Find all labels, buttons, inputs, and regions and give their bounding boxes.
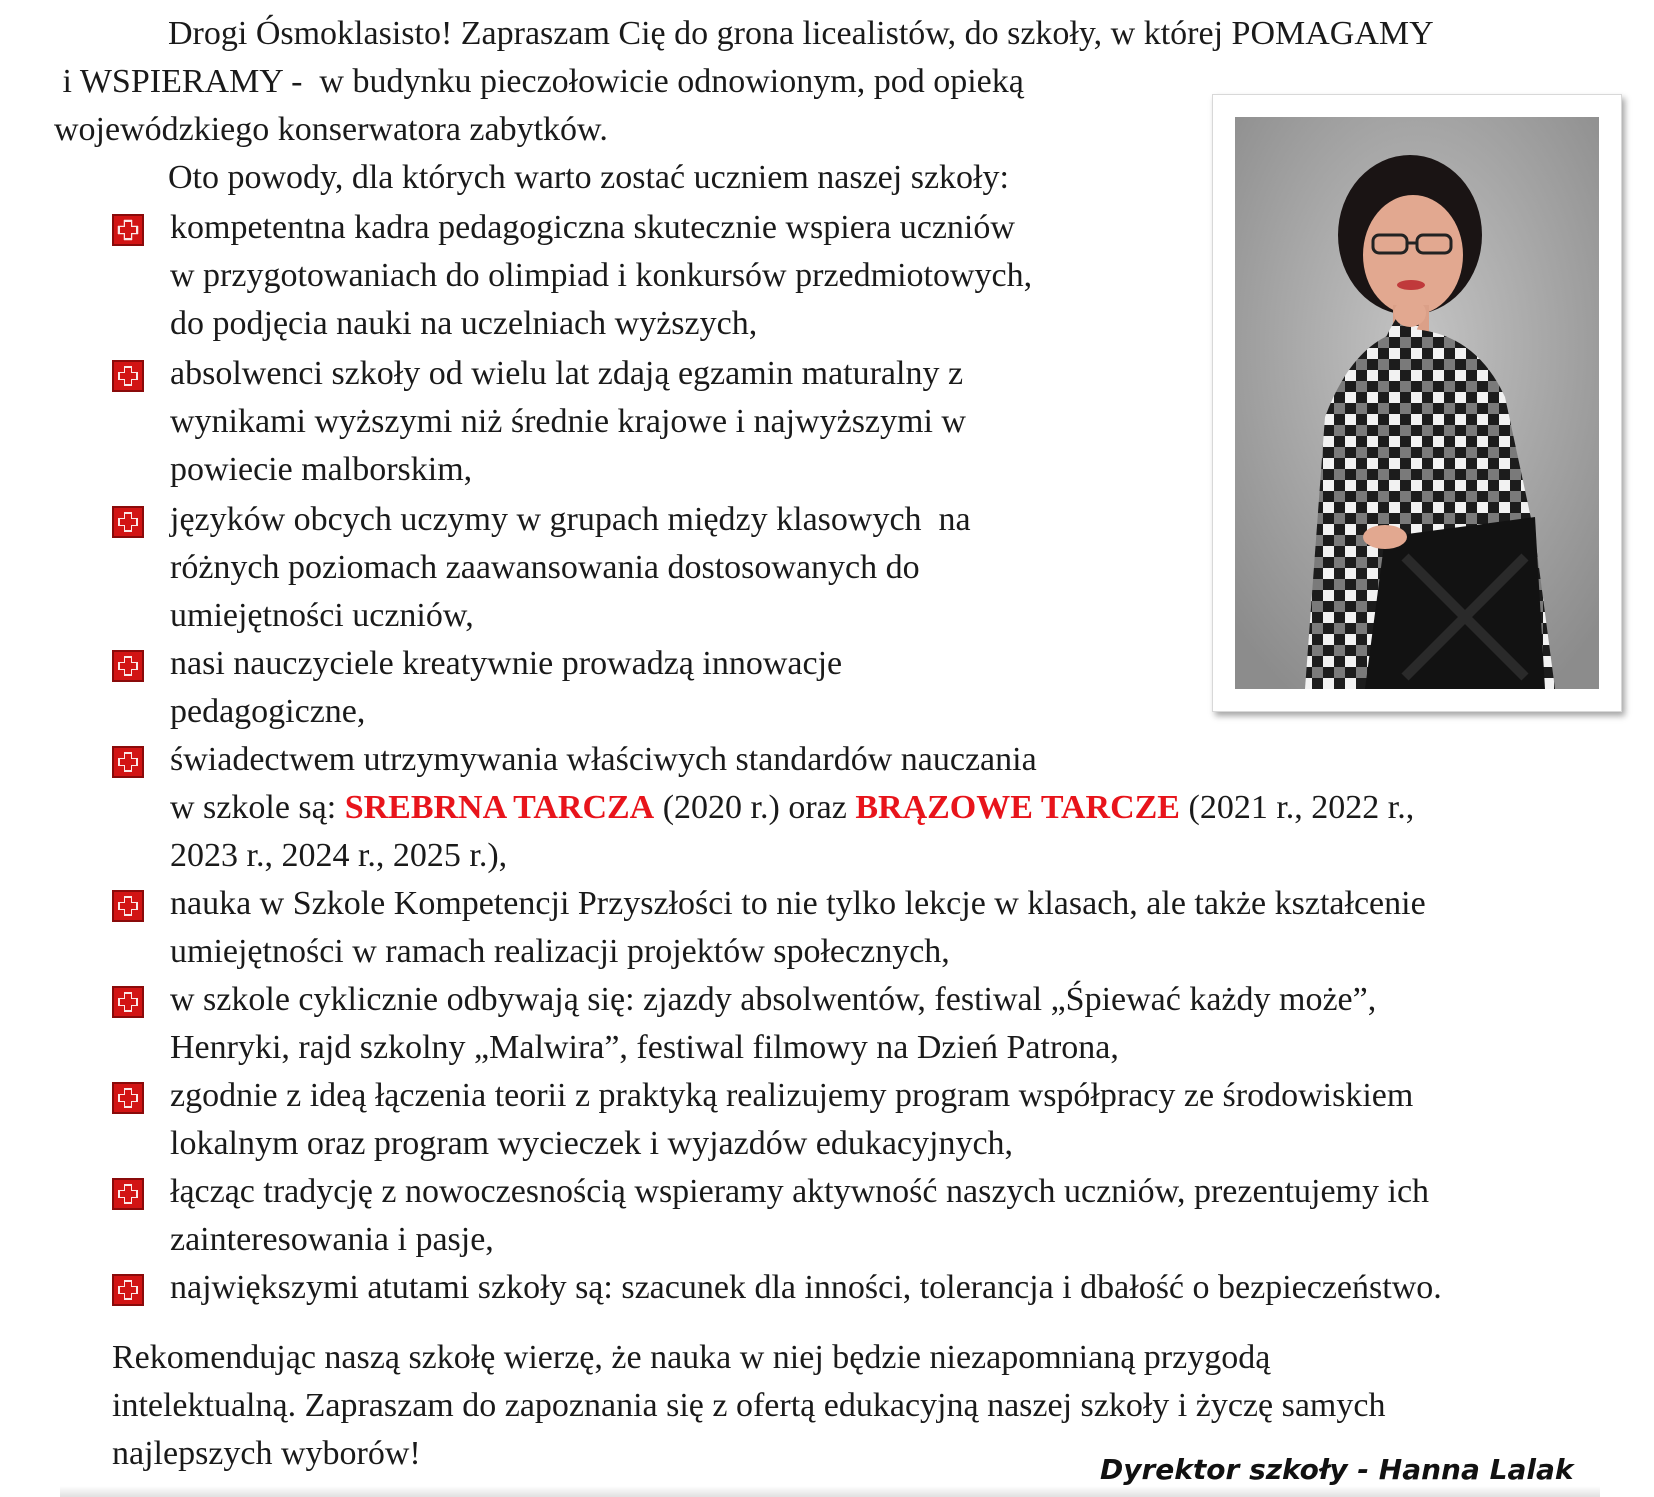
list-item-line: w szkole cyklicznie odbywają się: zjazdy absolwentów, festiwal „Śpiewać każdy może”, xyxy=(170,981,1377,1018)
closing-line-1: Rekomendując naszą szkołę wierzę, że nauka w niej będzie niezapomnianą przygodą xyxy=(112,1339,1271,1376)
list-item-line: Henryki, rajd szkolny „Malwira”, festiwal filmowy na Dzień Patrona, xyxy=(170,1029,1119,1066)
red-cross-bullet-icon xyxy=(112,1082,144,1114)
closing-line-3: najlepszych wyborów! xyxy=(112,1435,421,1472)
list-item-line: absolwenci szkoły od wielu lat zdają egzamin maturalny z xyxy=(170,355,964,392)
silver-shield-highlight: SREBRNA TARCZA xyxy=(344,789,655,826)
list-item-line: języków obcych uczymy w grupach między klasowych na xyxy=(170,501,971,538)
red-cross-bullet-icon xyxy=(112,890,144,922)
red-cross-bullet-icon xyxy=(112,1178,144,1210)
red-cross-bullet-icon xyxy=(112,360,144,392)
photo-frame xyxy=(1212,94,1622,712)
list-item-line: lokalnym oraz program wycieczek i wyjazdów edukacyjnych, xyxy=(170,1125,1014,1162)
list-item-line: łącząc tradycję z nowoczesnością wspieramy aktywność naszych uczniów, prezentujemy ich xyxy=(170,1173,1430,1210)
list-item-line: nasi nauczyciele kreatywnie prowadzą innowacje xyxy=(170,645,843,682)
list-item-line: 2023 r., 2024 r., 2025 r.), xyxy=(170,837,508,874)
intro-line-4: Oto powody, dla których warto zostać uczniem naszej szkoły: xyxy=(168,159,1009,196)
red-cross-bullet-icon xyxy=(112,506,144,538)
list-item-line: powiecie malborskim, xyxy=(170,451,473,488)
red-cross-bullet-icon xyxy=(112,214,144,246)
list-item-line: kompetentna kadra pedagogiczna skutecznie wspiera uczniów xyxy=(170,209,1015,246)
list-item-line: zgodnie z ideą łączenia teorii z praktyką realizujemy program współpracy ze środowiskiem xyxy=(170,1077,1414,1114)
director-signature: Dyrektor szkoły - Hanna Lalak xyxy=(1100,1453,1574,1486)
list-item-line: pedagogiczne, xyxy=(170,693,366,730)
text-fragment: (2020 r.) oraz xyxy=(654,789,856,826)
list-item-line: wynikami wyższymi niż średnie krajowe i najwyższymi w xyxy=(170,403,966,440)
intro-line-1: Drogi Ósmoklasisto! Zapraszam Cię do grona licealistów, do szkoły, w której POMAGAMY xyxy=(168,15,1434,52)
page-bottom-shadow xyxy=(60,1486,1600,1497)
list-item-line: nauka w Szkole Kompetencji Przyszłości to nie tylko lekcje w klasach, ale także kształcenie xyxy=(170,885,1426,922)
list-item-line: umiejętności uczniów, xyxy=(170,597,474,634)
list-item-line: w przygotowaniach do olimpiad i konkursów przedmiotowych, xyxy=(170,257,1033,294)
list-item-line: zainteresowania i pasje, xyxy=(170,1221,494,1258)
red-cross-bullet-icon xyxy=(112,746,144,778)
list-item-line: największymi atutami szkoły są: szacunek dla inności, tolerancja i dbałość o bezpieczeństwo. xyxy=(170,1269,1442,1306)
text-fragment: w szkole są: xyxy=(170,789,345,826)
list-item-line: do podjęcia nauki na uczelniach wyższych, xyxy=(170,305,758,342)
red-cross-bullet-icon xyxy=(112,650,144,682)
intro-line-3: wojewódzkiego konserwatora zabytków. xyxy=(54,111,608,148)
text-fragment: (2021 r., 2022 r., xyxy=(1180,789,1415,826)
red-cross-bullet-icon xyxy=(112,1274,144,1306)
director-photo xyxy=(1235,117,1599,689)
list-item-line: świadectwem utrzymywania właściwych standardów nauczania xyxy=(170,741,1037,778)
list-item-line-with-highlights xyxy=(170,784,1414,832)
red-cross-bullet-icon xyxy=(112,986,144,1018)
intro-line-2: i WSPIERAMY - w budynku pieczołowicie odnowionym, pod opieką xyxy=(54,63,1024,100)
bronze-shields-highlight: BRĄZOWE TARCZE xyxy=(855,789,1180,826)
closing-line-2: intelektualną. Zapraszam do zapoznania się z ofertą edukacyjną naszej szkoły i życzę samych xyxy=(112,1387,1386,1424)
list-item-line: umiejętności w ramach realizacji projektów społecznych, xyxy=(170,933,950,970)
list-item-line: różnych poziomach zaawansowania dostosowanych do xyxy=(170,549,920,586)
